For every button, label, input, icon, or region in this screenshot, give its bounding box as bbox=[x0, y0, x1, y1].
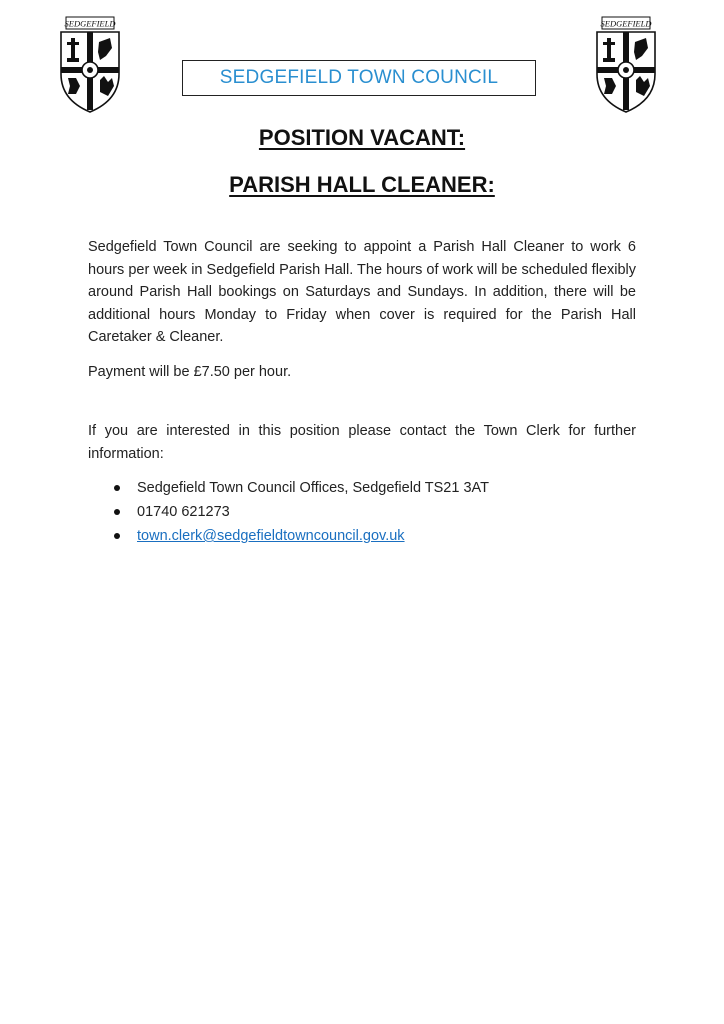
list-item bbox=[110, 524, 489, 548]
bullet-icon bbox=[114, 485, 120, 491]
heading-position-vacant: POSITION VACANT: bbox=[258, 125, 466, 150]
crest-banner-text: SEDGEFIELD bbox=[600, 18, 652, 29]
council-name: SEDGEFIELD TOWN COUNCIL bbox=[219, 67, 499, 88]
crest-banner-text: SEDGEFIELD bbox=[64, 18, 116, 29]
payment-paragraph: Payment will be £7.50 per hour. bbox=[88, 364, 292, 380]
contact-email-link[interactable]: town.clerk@sedgefieldtowncouncil.gov.uk bbox=[137, 528, 405, 544]
heading-job-title: PARISH HALL CLEANER: bbox=[229, 172, 495, 197]
job-description-paragraph: Sedgefield Town Council are seeking to appoint a Parish Hall Cleaner to work 6 hours per week in Sedgefield Parish Hall. The hours of work will be scheduled flexibly around Parish Hall bookings on Saturdays and Sundays. In addition, there will be additional hours Monday to Friday when cover is required for the Parish Hall Caretaker & Cleaner. bbox=[88, 239, 636, 345]
list-item bbox=[110, 476, 489, 500]
contact-phone: 01740 621273 bbox=[137, 504, 230, 520]
bullet-icon bbox=[114, 509, 120, 515]
contact-address: Sedgefield Town Council Offices, Sedgefield TS21 3AT bbox=[137, 480, 489, 496]
bullet-icon bbox=[114, 533, 120, 539]
list-item bbox=[110, 500, 489, 524]
town-crest-icon bbox=[592, 16, 660, 114]
town-crest-icon bbox=[56, 16, 124, 114]
town-crest-left bbox=[56, 16, 124, 114]
contact-intro-paragraph: If you are interested in this position please contact the Town Clerk for further information: bbox=[88, 423, 636, 462]
council-name-box bbox=[182, 60, 536, 96]
town-crest-right bbox=[592, 16, 660, 114]
contact-list bbox=[110, 476, 489, 548]
